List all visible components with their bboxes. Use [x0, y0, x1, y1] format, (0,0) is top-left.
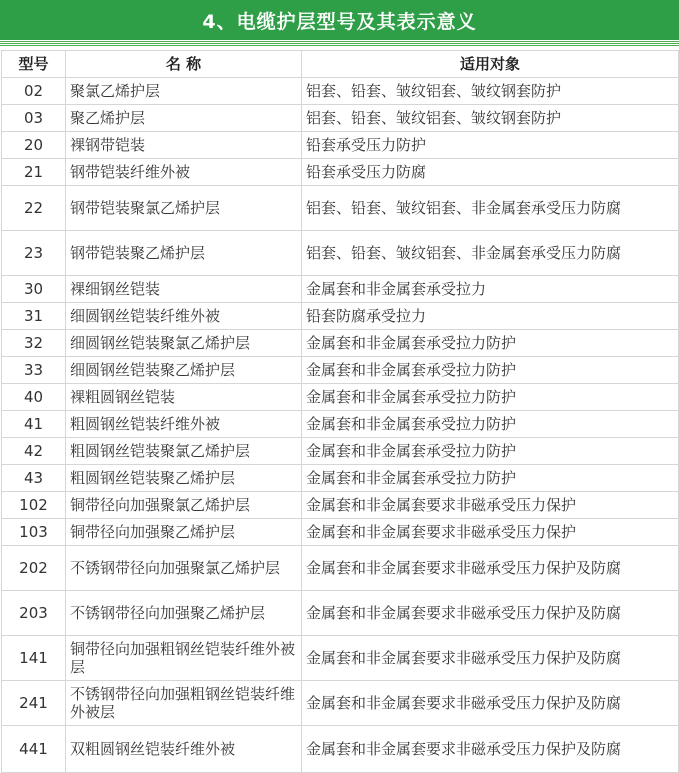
row-use: 金属套和非金属套承受拉力防护	[302, 357, 679, 384]
table-row	[2, 303, 679, 330]
table-row	[2, 411, 679, 438]
table-row	[2, 384, 679, 411]
table-row	[2, 105, 679, 132]
header-code: 型号	[2, 51, 66, 78]
row-use: 铅套承受压力防腐	[302, 159, 679, 186]
row-code: 102	[2, 492, 66, 519]
row-name: 铜带径向加强聚氯乙烯护层	[66, 492, 302, 519]
row-name: 双粗圆钢丝铠装纤维外被	[66, 726, 302, 773]
row-name: 细圆钢丝铠装聚氯乙烯护层	[66, 330, 302, 357]
row-name: 不锈钢带径向加强粗钢丝铠装纤维外被层	[66, 681, 302, 726]
row-use: 金属套和非金属套承受拉力	[302, 276, 679, 303]
row-name: 钢带铠装聚乙烯护层	[66, 231, 302, 276]
row-use: 铝套、铅套、皱纹铝套、皱纹钢套防护	[302, 78, 679, 105]
row-name: 不锈钢带径向加强聚氯乙烯护层	[66, 546, 302, 591]
table-row	[2, 519, 679, 546]
row-code: 141	[2, 636, 66, 681]
row-code: 103	[2, 519, 66, 546]
table-row	[2, 726, 679, 773]
row-name: 钢带铠装纤维外被	[66, 159, 302, 186]
row-use: 金属套和非金属套要求非磁承受压力保护	[302, 519, 679, 546]
row-code: 02	[2, 78, 66, 105]
row-use: 金属套和非金属套要求非磁承受压力保护及防腐	[302, 636, 679, 681]
row-code: 33	[2, 357, 66, 384]
row-use: 金属套和非金属套要求非磁承受压力保护及防腐	[302, 591, 679, 636]
row-name: 裸细钢丝铠装	[66, 276, 302, 303]
table-row	[2, 546, 679, 591]
row-code: 441	[2, 726, 66, 773]
row-use: 金属套和非金属套承受拉力防护	[302, 411, 679, 438]
table-row	[2, 276, 679, 303]
row-name: 细圆钢丝铠装纤维外被	[66, 303, 302, 330]
row-name: 聚氯乙烯护层	[66, 78, 302, 105]
row-code: 03	[2, 105, 66, 132]
row-use: 铅套防腐承受拉力	[302, 303, 679, 330]
row-name: 钢带铠装聚氯乙烯护层	[66, 186, 302, 231]
row-use: 铝套、铅套、皱纹铝套、非金属套承受压力防腐	[302, 186, 679, 231]
table-row	[2, 492, 679, 519]
row-use: 铝套、铅套、皱纹铝套、非金属套承受压力防腐	[302, 231, 679, 276]
row-use: 金属套和非金属套承受拉力防护	[302, 465, 679, 492]
row-name: 粗圆钢丝铠装纤维外被	[66, 411, 302, 438]
table-row	[2, 636, 679, 681]
row-code: 22	[2, 186, 66, 231]
table-row	[2, 186, 679, 231]
table-row	[2, 78, 679, 105]
row-name: 铜带径向加强粗钢丝铠装纤维外被层	[66, 636, 302, 681]
table-row	[2, 465, 679, 492]
table-row	[2, 132, 679, 159]
row-code: 42	[2, 438, 66, 465]
row-code: 241	[2, 681, 66, 726]
row-name: 裸粗圆钢丝铠装	[66, 384, 302, 411]
row-name: 聚乙烯护层	[66, 105, 302, 132]
row-code: 202	[2, 546, 66, 591]
row-code: 41	[2, 411, 66, 438]
row-code: 20	[2, 132, 66, 159]
row-code: 43	[2, 465, 66, 492]
row-code: 203	[2, 591, 66, 636]
row-name: 粗圆钢丝铠装聚乙烯护层	[66, 465, 302, 492]
row-name: 粗圆钢丝铠装聚氯乙烯护层	[66, 438, 302, 465]
header-use: 适用对象	[302, 51, 679, 78]
row-use: 金属套和非金属套承受拉力防护	[302, 384, 679, 411]
row-code: 30	[2, 276, 66, 303]
table-row	[2, 159, 679, 186]
row-use: 铝套、铅套、皱纹铝套、皱纹钢套防护	[302, 105, 679, 132]
table-header-row	[2, 51, 679, 78]
row-use: 金属套和非金属套要求非磁承受压力保护及防腐	[302, 546, 679, 591]
row-use: 金属套和非金属套要求非磁承受压力保护	[302, 492, 679, 519]
table-row	[2, 357, 679, 384]
row-code: 21	[2, 159, 66, 186]
table-row	[2, 591, 679, 636]
row-use: 金属套和非金属套要求非磁承受压力保护及防腐	[302, 681, 679, 726]
row-name: 铜带径向加强聚乙烯护层	[66, 519, 302, 546]
row-code: 32	[2, 330, 66, 357]
row-code: 40	[2, 384, 66, 411]
row-use: 铅套承受压力防护	[302, 132, 679, 159]
row-use: 金属套和非金属套要求非磁承受压力保护及防腐	[302, 726, 679, 773]
title-underline	[0, 41, 679, 47]
cable-sheath-table	[1, 50, 679, 773]
row-name: 不锈钢带径向加强聚乙烯护层	[66, 591, 302, 636]
header-name: 名 称	[66, 51, 302, 78]
row-code: 23	[2, 231, 66, 276]
row-use: 金属套和非金属套承受拉力防护	[302, 330, 679, 357]
page-title: 4、电缆护层型号及其表示意义	[0, 0, 679, 40]
row-code: 31	[2, 303, 66, 330]
row-name: 细圆钢丝铠装聚乙烯护层	[66, 357, 302, 384]
table-row	[2, 231, 679, 276]
row-use: 金属套和非金属套承受拉力防护	[302, 438, 679, 465]
row-name: 裸钢带铠装	[66, 132, 302, 159]
table-row	[2, 438, 679, 465]
table-row	[2, 681, 679, 726]
table-row	[2, 330, 679, 357]
